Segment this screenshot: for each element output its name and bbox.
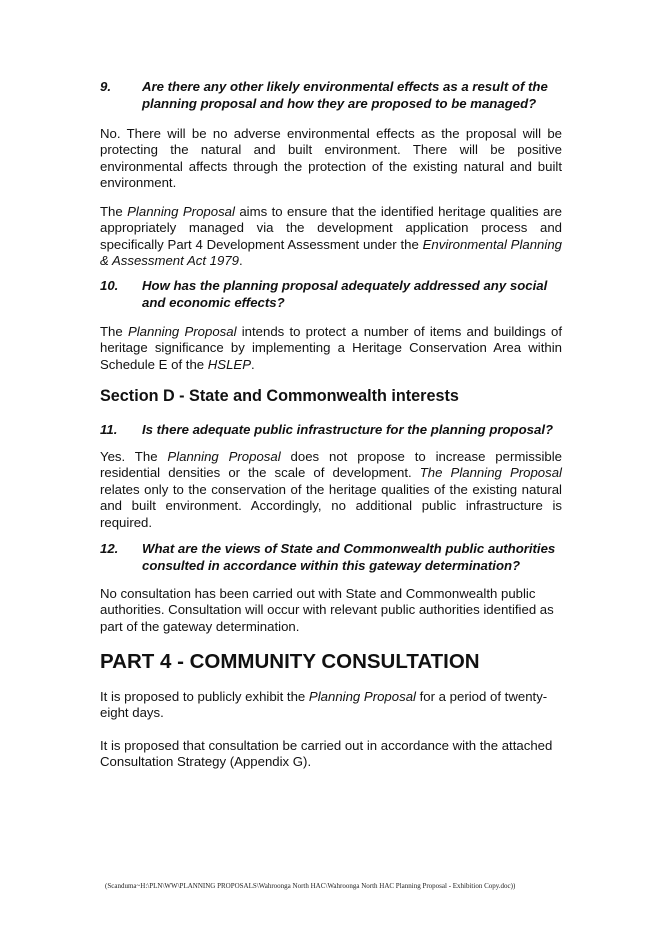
answer-12-paragraph: No consultation has been carried out with State and Commonwealth public authorities. Consultation will occur with relevant public authorities identified as part of the gateway determination. (100, 586, 554, 634)
text-run: aims to ensure that the identified heritage qualities are appropriately managed via the development application process and specifically Part 4 Development Assessment under the (100, 204, 563, 252)
question-12 (100, 541, 562, 574)
question-text: How has the planning proposal adequately addressed any social and economic effects? (142, 278, 548, 310)
question-text: Is there adequate public infrastructure for the planning proposal? (142, 422, 554, 437)
question-number: 9. (100, 79, 111, 94)
question-number: 11. (100, 422, 118, 437)
italic-run: Planning Proposal (308, 689, 416, 704)
question-10 (100, 278, 562, 311)
question-11 (100, 422, 562, 439)
question-number: 12. (100, 541, 119, 556)
italic-run: Environmental Planning & Assessment Act 1979 (100, 236, 562, 269)
text-run: intends to protect a number of items and buildings of heritage significance by implementing a Heritage Conservation Area within Schedule E of the (100, 324, 562, 372)
question-9 (100, 79, 562, 112)
italic-run: HSLEP (207, 356, 252, 372)
question-text: What are the views of State and Commonwealth public authorities consulted in accordance within this gateway determination? (142, 541, 556, 573)
italic-run: Planning Proposal (127, 324, 237, 339)
answer-9-paragraph-2 (100, 204, 562, 270)
italic-run: Planning Proposal (167, 449, 281, 464)
document-footer-path: (Scanduma~H:\PLN\WW\PLANNING PROPOSALS\Wahroonga North HAC\Wahroonga North HAC Planning Proposal - Exhibition Copy.doc)) (105, 882, 516, 890)
text-run: does not propose to increase permissible residential densities or the scale of development. (100, 449, 562, 481)
question-number: 10. (100, 278, 119, 293)
part-4-heading: PART 4 - COMMUNITY CONSULTATION (100, 650, 480, 673)
italic-run: Planning Proposal (127, 204, 235, 219)
answer-11-paragraph (100, 449, 562, 531)
text-run: for a period of twenty-eight days. (100, 689, 548, 721)
text-run: . (239, 253, 243, 269)
text-run: relates only to the conservation of the heritage qualities of the existing natural and built environment. Accordingly, no additional public infrastructure is required. (100, 481, 562, 530)
text-run: The (100, 324, 128, 339)
text-run: The (100, 204, 128, 219)
consultation-paragraph-1 (100, 689, 562, 722)
answer-9-paragraph-1: No. There will be no adverse environmental effects as the proposal will be protecting the natural and built environment. There will be positive environmental affects through the protection of the existing natural and built environment. (100, 126, 562, 191)
question-text: Are there any other likely environmental effects as a result of the planning proposal and how they are proposed to be managed? (142, 79, 548, 111)
text-run: It is proposed to publicly exhibit the (100, 689, 309, 704)
text-run: . (251, 356, 255, 372)
consultation-paragraph-2: It is proposed that consultation be carried out in accordance with the attached Consultation Strategy (Appendix G). (100, 738, 553, 770)
section-d-heading: Section D - State and Commonwealth interests (100, 387, 459, 405)
text-run: Yes. The (100, 449, 168, 464)
answer-10-paragraph (100, 324, 562, 373)
italic-run: The Planning Proposal (419, 465, 562, 481)
